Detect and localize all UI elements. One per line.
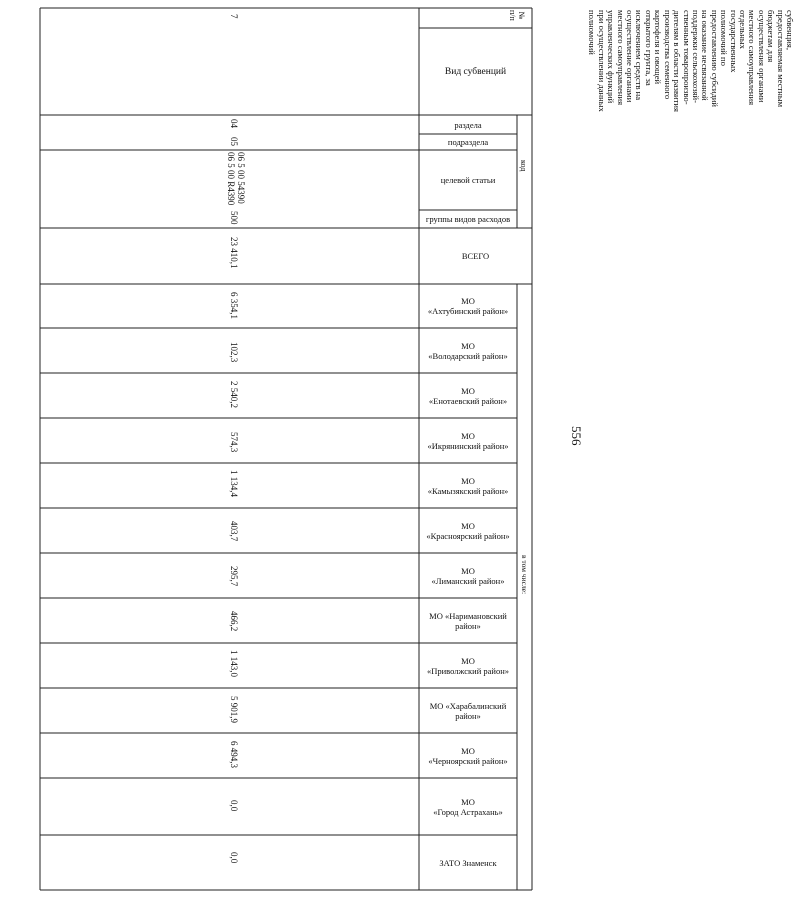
code-header: код (519, 160, 528, 172)
municipality-header: МО «Приволжский район» (427, 655, 509, 676)
municipality-value: 0,0 (229, 800, 239, 812)
municipality-header: МО «Город Астрахань» (433, 796, 503, 817)
municipality-value: 1 134,4 (229, 470, 239, 497)
municipality-header: МО «Енотаевский район» (428, 385, 508, 406)
total-header: ВСЕГО (461, 251, 490, 261)
section-header: раздела (454, 119, 482, 130)
row-number: 7 (229, 14, 239, 19)
subsection-value: 05 (229, 137, 239, 146)
municipality-value: 102,3 (229, 342, 239, 363)
municipality-value: 403,7 (229, 521, 239, 542)
subsection-header: подраздела (447, 137, 489, 147)
expense-group-value: 500 (229, 211, 239, 225)
municipality-header: МО «Ахтубинский район» (427, 296, 509, 316)
total-value: 23 410,1 (229, 237, 239, 269)
municipality-value: 6 494,3 (229, 741, 239, 768)
municipality-value: 2 540,2 (229, 381, 239, 408)
including-header: в том числе: (520, 555, 529, 595)
target-header: целевой статьи (440, 175, 496, 185)
municipality-value: 5 901,9 (229, 696, 239, 723)
municipality-header: МО «Харабалинский район» (429, 700, 507, 721)
municipality-value: 466,2 (229, 611, 239, 632)
municipality-header: МО «Красноярский район» (426, 520, 510, 541)
municipality-value: 1 143,0 (229, 650, 239, 677)
municipality-value: 295,7 (229, 566, 239, 587)
municipality-header: МО «Икрянинский район» (427, 430, 509, 451)
row-description: субвенция, предоставляемая местным бюджетам для осуществления органами местного самоуправления отдельных государственных полномочий по предоставлению субсидий на оказание несвязанной поддержки сельскохозяй-ственным товаропроизво-дителям в области развития производства семенного картофеля и овощей открытого грунта, за исключением средств на осуществление органами местного самоуправления управленческих функций при осуществлении данных полномочий (587, 10, 795, 112)
municipality-header: МО «Наримановский район» (429, 610, 507, 631)
municipality-header: МО «Камызякский район» (427, 475, 509, 496)
municipality-value: 6 354,1 (229, 292, 239, 319)
municipality-value: 574,3 (229, 432, 239, 453)
target-value: 06 5 00 54390 06 5 00 R4390 (226, 152, 246, 206)
section-value: 04 (229, 119, 239, 128)
municipality-header: МО «Лиманский район» (431, 565, 505, 586)
municipality-header: МО «Черноярский район» (428, 745, 508, 766)
municipality-header: МО «Володарский район» (428, 340, 508, 361)
municipality-value: 0,0 (229, 852, 239, 864)
page-number: 556 (569, 426, 584, 446)
municipality-header: ЗАТО Знаменск (439, 857, 497, 868)
col-number-header: № п/п (508, 10, 526, 21)
col-type-header: Вид субвенций (444, 66, 507, 77)
expense-group-header: группы видов расходов (425, 214, 511, 224)
